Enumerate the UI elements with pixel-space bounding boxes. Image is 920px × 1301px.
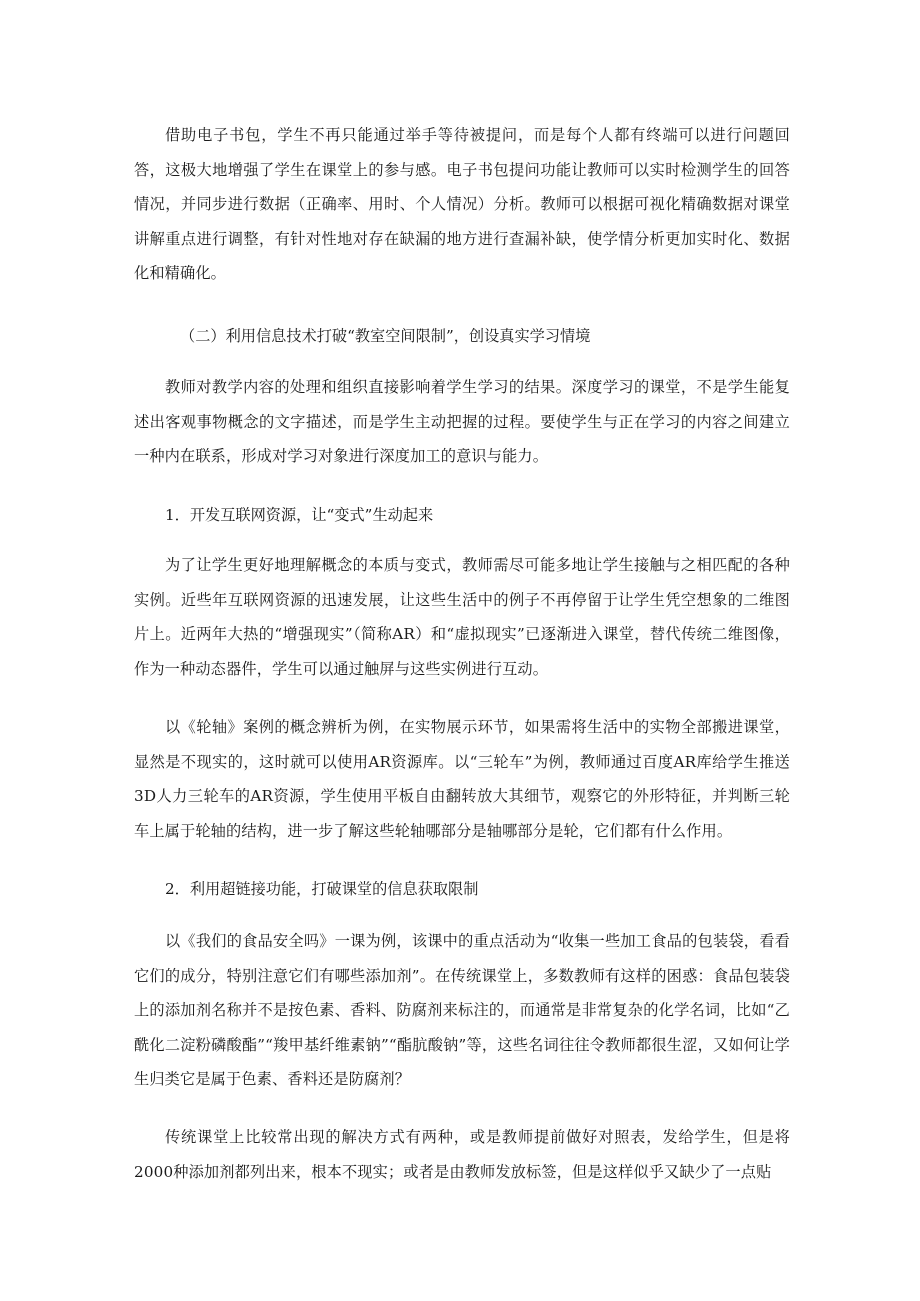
paragraph-food-safety: 以《我们的食品安全吗》一课为例，该课中的重点活动为“收集一些加工食品的包装袋，看看它们的成分，特别注意它们有哪些添加剂”。在传统课堂上，多数教师有这样的困惑：食品包装袋上的添加剂名称并不是按色素、香料、防腐剂来标注的，而通常是非常复杂的化学名词，比如“乙酰化二淀粉磷酸酯”“羧甲基纤维素钠”“酯肮酸钠”等，这些名词往往令教师都很生涩，又如何让学生归类它是属于色素、香料还是防腐剂？ <box>134 932 790 1088</box>
paragraph-wheel-axle-case: 以《轮轴》案例的概念辨析为例，在实物展示环节，如果需将生活中的实物全部搬进课堂，显然是不现实的，这时就可以使用AR资源库。以“三轮车”为例，教师通过百度AR库给学生推送3D人力三轮车的AR资源，学生使用平板自由翻转放大其细节，观察它的外形特征，并判断三轮车上属于轮轴的结构，进一步了解这些轮轴哪部分是轴哪部分是轮，它们都有什么作用。 <box>134 718 790 840</box>
paragraph-traditional-methods: 传统课堂上比较常出现的解决方式有两种，或是教师提前做好对照表，发给学生，但是将2000种添加剂都列出来，根本不现实；或者是由教师发放标签，但是这样似乎又缺少了一点贴 <box>134 1128 790 1181</box>
subheading-1: 1．开发互联网资源，让“变式”生动起来 <box>165 506 434 524</box>
paragraph-e-schoolbag: 借助电子书包，学生不再只能通过举手等待被提问，而是每个人都有终端可以进行问题回答，这极大地增强了学生在课堂上的参与感。电子书包提问功能让教师可以实时检测学生的回答情况，并同步进行数据（正确率、用时、个人情况）分析。教师可以根据可视化精确数据对课堂讲解重点进行调整，有针对性地对存在缺漏的地方进行查漏补缺，使学情分析更加实时化、数据化和精确化。 <box>134 126 790 282</box>
section-heading-2: （二）利用信息技术打破“教室空间限制”，创设真实学习情境 <box>180 327 591 345</box>
paragraph-deep-learning: 教师对教学内容的处理和组织直接影响着学生学习的结果。深度学习的课堂，不是学生能复述出客观事物概念的文字描述，而是学生主动把握的过程。要使学生与正在学习的内容之间建立一种内在联系，形成对学习对象进行深度加工的意识与能力。 <box>134 378 790 465</box>
subheading-2: 2．利用超链接功能，打破课堂的信息获取限制 <box>165 880 479 898</box>
paragraph-internet-resources: 为了让学生更好地理解概念的本质与变式，教师需尽可能多地让学生接触与之相匹配的各种实例。近些年互联网资源的迅速发展，让这些生活中的例子不再停留于让学生凭空想象的二维图片上。近两年大热的“增强现实”（简称AR）和“虚拟现实”已逐渐进入课堂，替代传统二维图像，作为一种动态器件，学生可以通过触屏与这些实例进行互动。 <box>134 556 790 678</box>
